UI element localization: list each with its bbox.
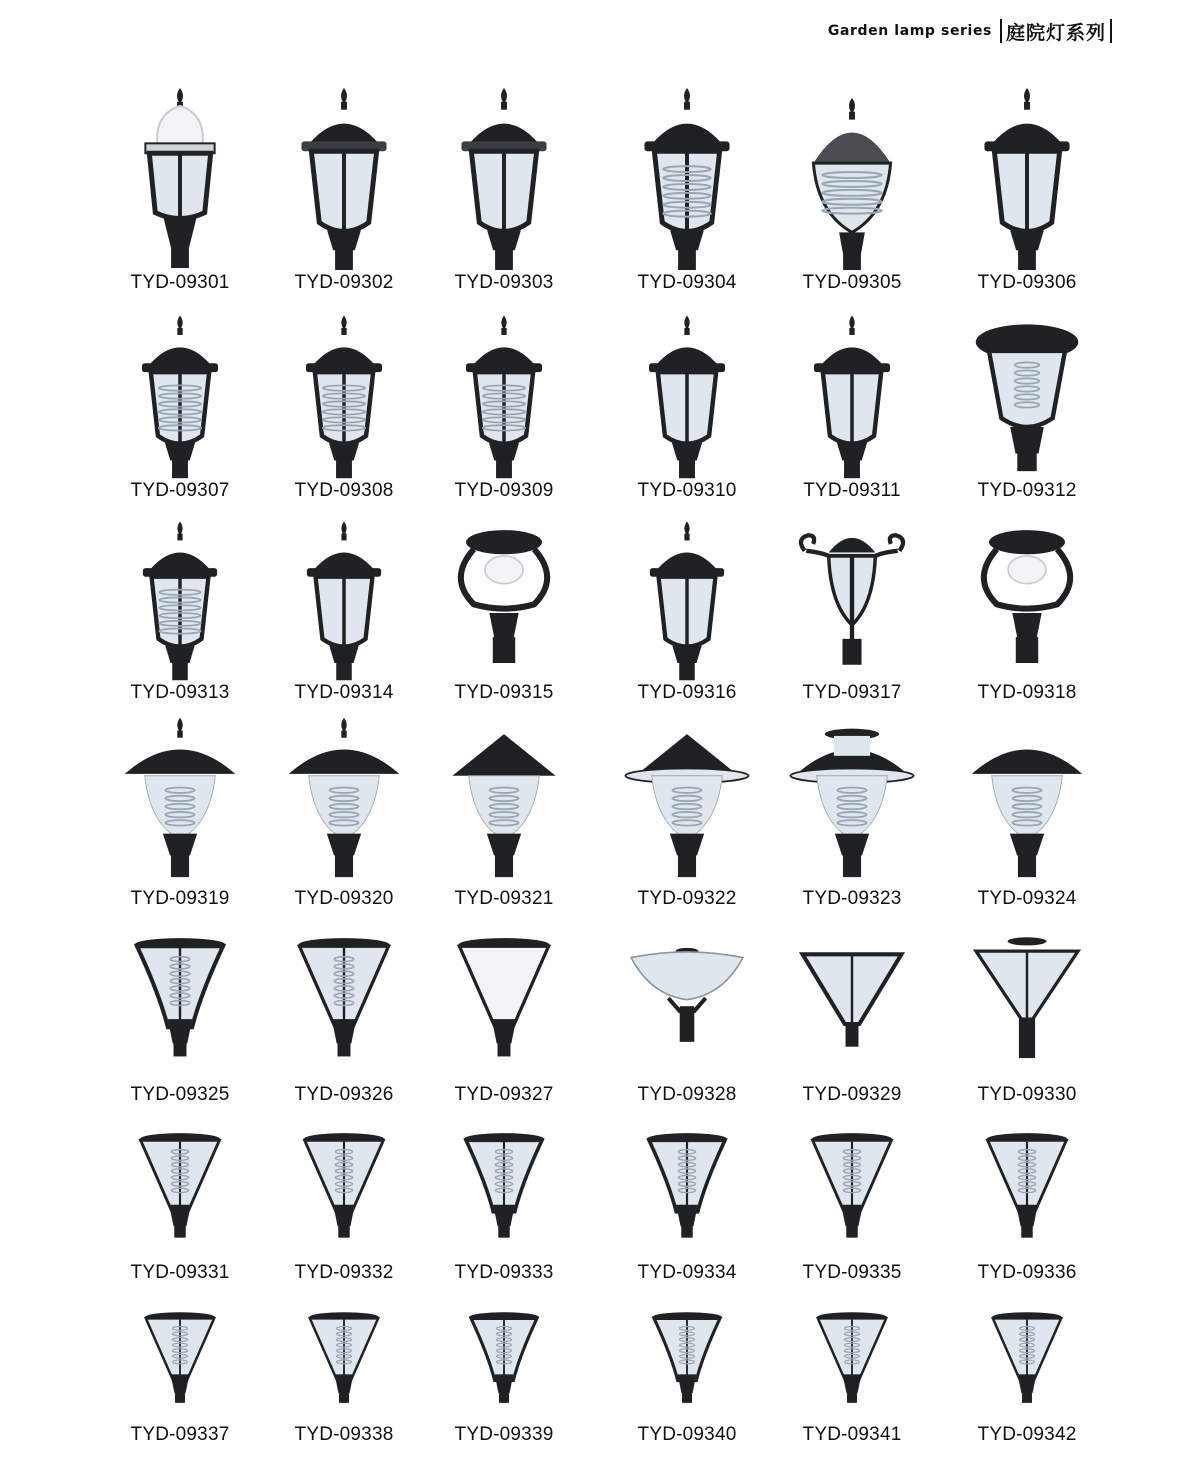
lantern-hex-icon <box>429 312 579 480</box>
product-item <box>612 518 762 704</box>
product-code: TYD-09336 <box>977 1262 1077 1283</box>
lantern-flat-cap-icon <box>612 84 762 272</box>
product-code: TYD-09332 <box>294 1262 394 1283</box>
lantern-clear-icon <box>777 312 927 480</box>
product-code: TYD-09327 <box>454 1084 554 1105</box>
tulip-cone-icon <box>612 1126 762 1262</box>
product-code: TYD-09321 <box>454 888 554 909</box>
cone-ribbed-icon <box>952 1126 1102 1262</box>
product-code: TYD-09318 <box>977 682 1077 703</box>
product-code: TYD-09329 <box>802 1084 902 1105</box>
product-item <box>105 84 255 294</box>
lantern-clear-icon <box>612 312 762 480</box>
product-code: TYD-09341 <box>802 1424 902 1445</box>
product-item <box>777 930 927 1106</box>
product-code: TYD-09316 <box>637 682 737 703</box>
product-code: TYD-09302 <box>294 272 394 293</box>
canopy-arms-icon <box>952 518 1102 682</box>
product-code: TYD-09333 <box>454 1262 554 1283</box>
product-item <box>952 716 1102 910</box>
product-item <box>269 312 419 502</box>
bucket-cone-icon <box>269 930 419 1084</box>
lantern-cylinder-icon <box>952 84 1102 272</box>
product-item <box>429 716 579 910</box>
product-item <box>429 518 579 704</box>
lantern-mushroom-icon <box>952 312 1102 480</box>
product-item <box>952 1306 1102 1446</box>
product-code: TYD-09335 <box>802 1262 902 1283</box>
cone-ribbed-icon <box>269 1126 419 1262</box>
product-item <box>105 716 255 910</box>
product-item <box>952 312 1102 502</box>
ufo-hat-icon <box>952 716 1102 888</box>
product-item <box>777 1126 927 1284</box>
hat-cone-icon <box>269 716 419 888</box>
pagoda-hat-icon <box>429 716 579 888</box>
product-code: TYD-09323 <box>802 888 902 909</box>
pendant-canopy-icon <box>429 518 579 682</box>
product-code: TYD-09312 <box>977 480 1077 501</box>
product-item <box>777 312 927 502</box>
product-item <box>105 518 255 704</box>
lantern-tapered-icon <box>269 312 419 480</box>
product-code: TYD-09311 <box>803 480 901 501</box>
product-item <box>105 1126 255 1284</box>
product-item <box>612 312 762 502</box>
product-item <box>429 930 579 1106</box>
pagoda-double-icon <box>777 716 927 888</box>
cone-ribbed-icon <box>269 1306 419 1424</box>
lantern-crown-slim-icon <box>429 84 579 272</box>
product-code: TYD-09320 <box>294 888 394 909</box>
product-code: TYD-09319 <box>130 888 230 909</box>
lantern-crown-icon <box>269 84 419 272</box>
product-code: TYD-09309 <box>454 480 554 501</box>
hat-globe-icon <box>105 716 255 888</box>
product-item <box>612 716 762 910</box>
product-item <box>952 518 1102 704</box>
square-frame-icon <box>777 930 927 1084</box>
product-item <box>952 1126 1102 1284</box>
frosted-cone-icon <box>429 930 579 1084</box>
product-item <box>777 1306 927 1446</box>
lantern-bowl-icon <box>612 518 762 682</box>
cone-ribbed-icon <box>777 1126 927 1262</box>
lantern-frosted-dome-icon <box>105 84 255 272</box>
product-code: TYD-09334 <box>637 1262 737 1283</box>
product-code: TYD-09306 <box>977 272 1077 293</box>
product-item <box>105 1306 255 1446</box>
product-item <box>105 930 255 1106</box>
product-item <box>105 312 255 502</box>
product-item <box>269 716 419 910</box>
product-item <box>952 84 1102 294</box>
product-code: TYD-09339 <box>454 1424 554 1445</box>
product-item <box>429 84 579 294</box>
product-item <box>269 1306 419 1446</box>
product-item <box>269 518 419 704</box>
cone-ribbed-icon <box>105 1126 255 1262</box>
product-code: TYD-09324 <box>977 888 1077 909</box>
lantern-tapered-icon <box>105 312 255 480</box>
tulip-cone-icon <box>429 1126 579 1262</box>
product-code: TYD-09308 <box>294 480 394 501</box>
lantern-gothic-icon <box>105 518 255 682</box>
product-code: TYD-09326 <box>294 1084 394 1105</box>
product-code: TYD-09338 <box>294 1424 394 1445</box>
product-item <box>612 1126 762 1284</box>
cone-ribbed-icon <box>952 1306 1102 1424</box>
product-code: TYD-09317 <box>802 682 902 703</box>
product-code: TYD-09310 <box>637 480 737 501</box>
product-code: TYD-09342 <box>977 1424 1077 1445</box>
product-code: TYD-09305 <box>802 272 902 293</box>
bell-clear-icon <box>105 930 255 1084</box>
product-item <box>429 1126 579 1284</box>
tulip-cone-icon <box>612 1306 762 1424</box>
product-code: TYD-09330 <box>977 1084 1077 1105</box>
product-code: TYD-09340 <box>637 1424 737 1445</box>
product-code: TYD-09304 <box>637 272 737 293</box>
product-code: TYD-09313 <box>130 682 230 703</box>
product-code: TYD-09314 <box>294 682 394 703</box>
cone-ribbed-icon <box>105 1306 255 1424</box>
cone-ribbed-icon <box>777 1306 927 1424</box>
product-item <box>612 930 762 1106</box>
scroll-arm-bowl-icon <box>777 518 927 682</box>
inverted-pyramid-icon <box>952 930 1102 1084</box>
product-item <box>777 84 927 294</box>
lantern-scroll-icon <box>269 518 419 682</box>
series-title-en: Garden lamp series <box>827 23 992 39</box>
product-code: TYD-09322 <box>637 888 737 909</box>
product-item <box>777 518 927 704</box>
product-item <box>612 1306 762 1446</box>
product-item <box>429 312 579 502</box>
dome-globe-lamp-icon <box>777 84 927 272</box>
product-item <box>952 930 1102 1106</box>
product-code: TYD-09307 <box>130 480 230 501</box>
product-code: TYD-09303 <box>454 272 554 293</box>
product-item <box>777 716 927 910</box>
product-item <box>429 1306 579 1446</box>
product-code: TYD-09331 <box>130 1262 230 1283</box>
product-code: TYD-09315 <box>454 682 554 703</box>
product-item <box>612 84 762 294</box>
product-code: TYD-09301 <box>130 272 230 293</box>
product-item <box>269 930 419 1106</box>
pagoda-wide-icon <box>612 716 762 888</box>
series-title-zh: 庭院灯系列 <box>1005 21 1106 44</box>
product-code: TYD-09328 <box>637 1084 737 1105</box>
product-item <box>269 1126 419 1284</box>
product-code: TYD-09325 <box>130 1084 230 1105</box>
tulip-cone-icon <box>429 1306 579 1424</box>
product-item <box>269 84 419 294</box>
wide-dish-icon <box>612 930 762 1084</box>
product-code: TYD-09337 <box>130 1424 230 1445</box>
